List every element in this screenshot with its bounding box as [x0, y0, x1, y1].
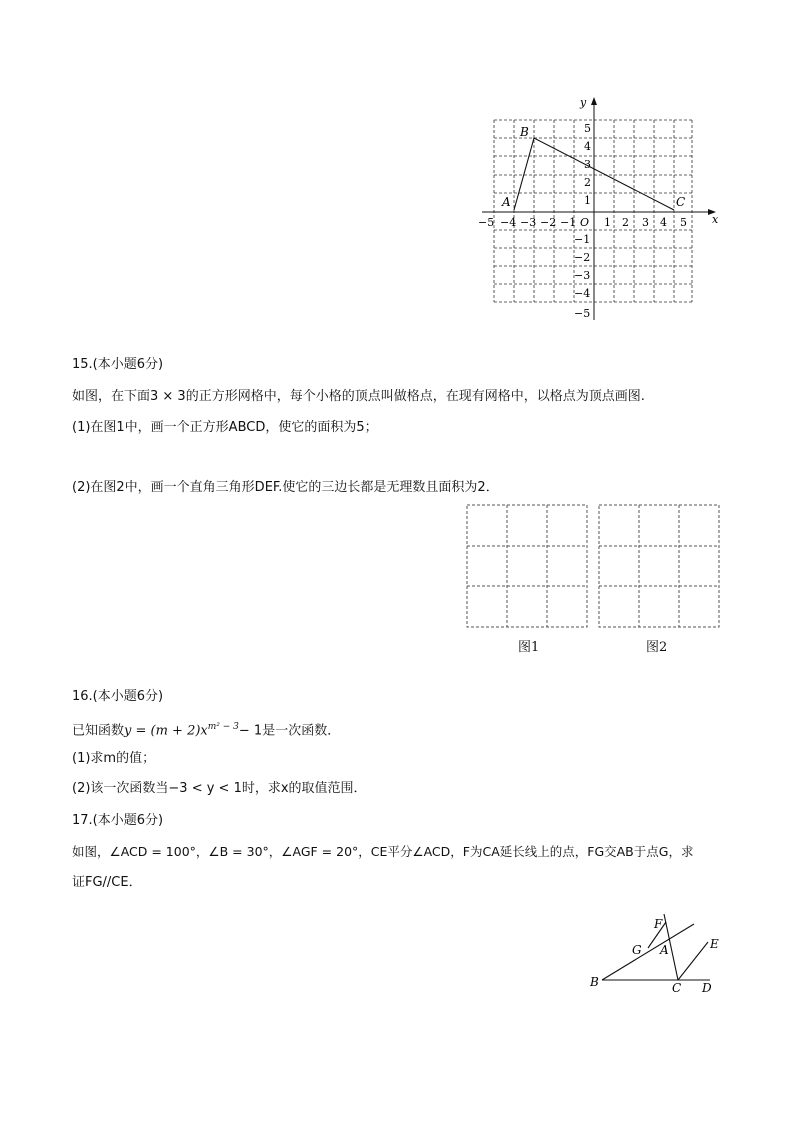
- y-axis-arrow: [591, 97, 597, 105]
- dashed-grid: [494, 120, 692, 302]
- q17-line1: 如图，∠ACD = 100°，∠B = 30°，∠AGF = 20°，CE平分∠ACD，F为CA延长线上的点，FG交AB于点G，求: [72, 844, 694, 859]
- q16-stem-prefix: 已知函数: [72, 723, 125, 739]
- x-tick: −2: [540, 216, 557, 229]
- x-tick: −5: [478, 216, 495, 229]
- q16-part2: (2)该一次函数当−3 < y < 1时，求x的取值范围．: [72, 781, 367, 796]
- point-a-label: A: [502, 195, 511, 209]
- x-tick: 4: [660, 216, 667, 229]
- y-tick: −4: [574, 287, 591, 300]
- x-tick: 5: [680, 216, 687, 229]
- y-tick: 4: [584, 140, 591, 153]
- label-e: E: [710, 937, 719, 951]
- grid-figure-1: [466, 504, 590, 630]
- q16-function-exponent: m² − 3: [207, 722, 239, 732]
- q16-stem: [72, 718, 340, 740]
- q17-line2: 证FG//CE．: [72, 875, 142, 890]
- q15-stem: 如图，在下面3 × 3的正方形网格中，每个小格的顶点叫做格点，在现有网格中，以格点为顶点画图.: [72, 389, 645, 404]
- q16-part1: (1)求m的值；: [72, 751, 156, 766]
- y-tick: 2: [584, 176, 591, 189]
- y-tick: 3: [584, 158, 591, 171]
- q16-heading: 16.(本小题6分): [72, 689, 164, 704]
- q16-function-main: y = (m + 2)x: [124, 723, 208, 739]
- point-c-label: C: [676, 195, 686, 209]
- x-tick: 1: [604, 216, 611, 229]
- q16-stem-suffix: 是一次函数．: [262, 723, 341, 739]
- grid-figure-2: [598, 504, 722, 630]
- x-axis-label: x: [712, 213, 719, 226]
- y-tick: −3: [574, 269, 591, 282]
- point-b-label: B: [520, 125, 529, 139]
- figure-1-caption: 图1: [518, 640, 540, 655]
- x-tick: −3: [520, 216, 537, 229]
- x-tick: −1: [560, 216, 577, 229]
- x-tick: 3: [642, 216, 649, 229]
- label-f: F: [654, 917, 663, 931]
- origin-label: O: [580, 216, 590, 229]
- y-tick: 1: [584, 194, 591, 207]
- y-tick: −2: [574, 251, 591, 264]
- q15-heading: 15.(本小题6分): [72, 357, 164, 372]
- y-axis-label: y: [580, 96, 587, 109]
- label-g: G: [632, 943, 642, 957]
- q15-part1: (1)在图1中，画一个正方形ABCD，使它的面积为5；: [72, 420, 378, 435]
- label-b: B: [590, 975, 599, 989]
- x-tick: −4: [500, 216, 517, 229]
- label-a: A: [660, 943, 669, 957]
- geometry-figure-q17: [584, 908, 724, 998]
- label-d: D: [702, 981, 712, 995]
- q17-heading: 17.(本小题6分): [72, 813, 164, 828]
- x-tick: 2: [622, 216, 629, 229]
- q15-part2: (2)在图2中，画一个直角三角形DEF.使它的三边长都是无理数且面积为2．: [72, 480, 499, 495]
- y-tick: 5: [584, 122, 591, 135]
- label-c: C: [672, 981, 682, 995]
- y-tick: −5: [574, 307, 591, 320]
- q16-function-tail: − 1: [238, 723, 263, 739]
- y-tick: −1: [574, 233, 591, 246]
- figure-2-caption: 图2: [646, 640, 668, 655]
- coordinate-plane-figure: [470, 92, 730, 324]
